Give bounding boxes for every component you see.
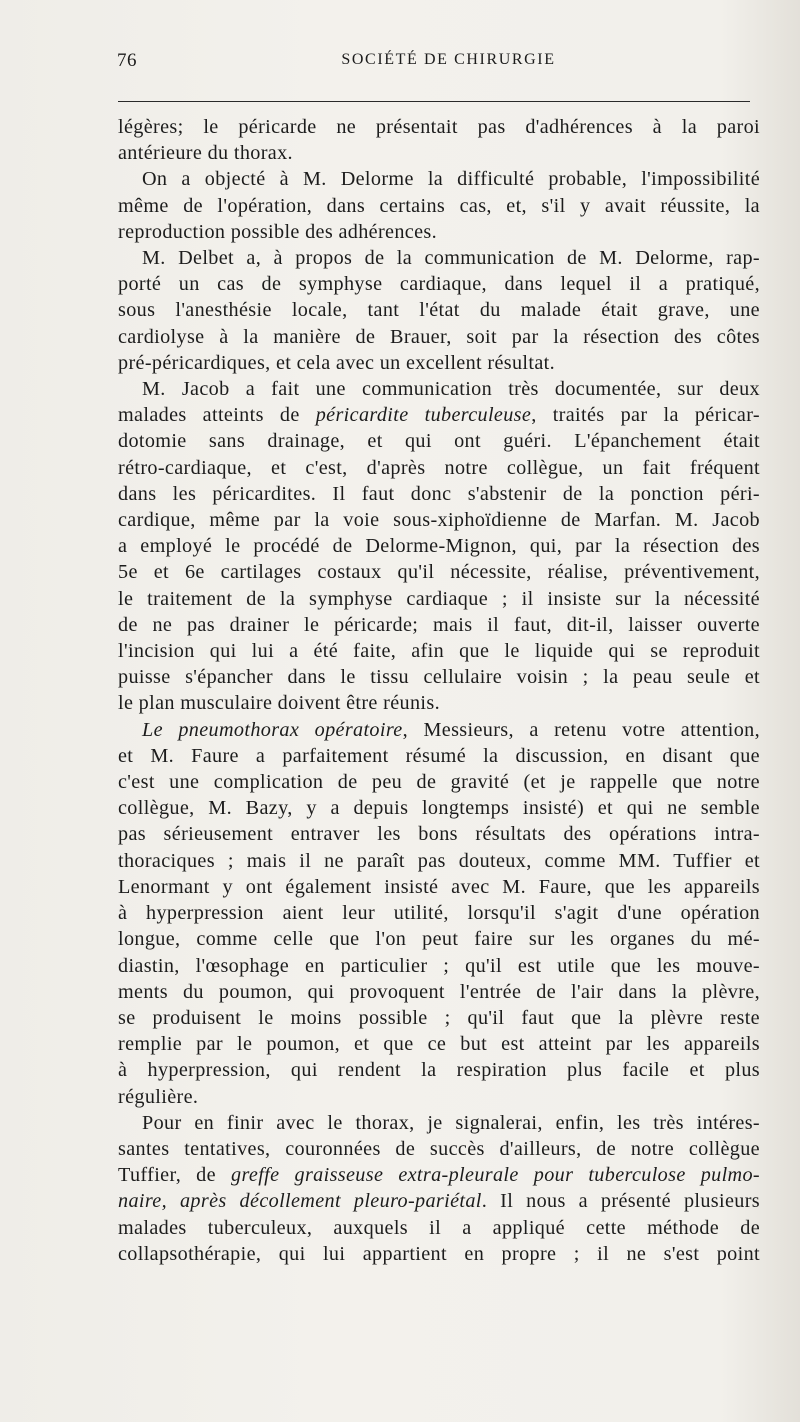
text-line-part: M. Delbet a, à propos de la communication de M. Delorme, rap-	[142, 247, 760, 270]
text-line-part: collapsothérapie, qui lui appartient en propre ; il ne s'est point	[118, 1242, 760, 1265]
text-line	[118, 1057, 760, 1083]
text-line	[118, 638, 760, 664]
text-line-part: à hyperpression, qui rendent la respiration plus facile et plus	[118, 1059, 760, 1082]
page-header	[117, 50, 760, 76]
text-line	[118, 795, 760, 821]
text-line-part: cardique, même par la voie sous-xiphoïdienne de Marfan. M. Jacob	[118, 509, 760, 532]
text-line	[118, 769, 760, 795]
text-line	[118, 245, 760, 271]
text-line-part: longue, comme celle que l'on peut faire sur les organes du mé-	[118, 928, 760, 951]
text-line-part: le traitement de la symphyse cardiaque ; il insiste sur la nécessité	[118, 587, 760, 610]
text-line	[118, 1031, 760, 1057]
text-line-part: Pour en finir avec le thorax, je signalerai, enfin, les très intéres-	[142, 1111, 760, 1134]
body-text	[118, 114, 760, 1267]
text-line	[118, 926, 760, 952]
text-line	[118, 821, 760, 847]
text-line	[118, 1005, 760, 1031]
text-line	[118, 717, 760, 743]
text-line	[118, 297, 760, 323]
text-line-part: collègue, M. Bazy, y a depuis longtemps insisté) et qui ne semble	[118, 797, 760, 820]
text-line	[118, 533, 760, 559]
text-line-part: porté un cas de symphyse cardiaque, dans lequel il a pratiqué,	[118, 273, 760, 296]
text-line-part: malades atteints de	[118, 404, 316, 427]
text-line	[118, 219, 760, 245]
text-line	[118, 140, 760, 166]
text-line-part: ments du poumon, qui provoquent l'entrée de l'air dans la plèvre,	[118, 980, 760, 1003]
text-line	[118, 1241, 760, 1267]
text-line	[118, 900, 760, 926]
text-line	[118, 664, 760, 690]
text-line	[118, 193, 760, 219]
text-line	[118, 455, 760, 481]
text-line	[118, 1136, 760, 1162]
text-line	[118, 350, 760, 376]
italic-text: greffe graisseuse extra-pleurale pour tuberculose pulmo-	[231, 1164, 760, 1187]
text-line	[118, 690, 760, 716]
italic-text: Le pneumothorax opératoire	[142, 718, 403, 741]
text-line-part: à hyperpression aient leur utilité, lorsqu'il s'agit d'une opération	[118, 902, 760, 925]
text-line-part: malades tuberculeux, auxquels il a appliqué cette méthode de	[118, 1216, 760, 1239]
italic-text: naire, après décollement pleuro-pariétal	[118, 1190, 482, 1213]
text-line-part: . Il nous a présenté plusieurs	[481, 1190, 760, 1213]
text-line	[118, 376, 760, 402]
text-line	[118, 1188, 760, 1214]
text-line-part: a employé le procédé de Delorme-Mignon, qui, par la résection des	[118, 535, 760, 558]
text-line	[118, 1084, 760, 1110]
text-line-part: sous l'anesthésie locale, tant l'état du malade était grave, une	[118, 299, 760, 322]
text-line-part: c'est une complication de peu de gravité (et je rappelle que notre	[118, 771, 760, 794]
text-line-part: de ne pas drainer le péricarde; mais il faut, dit-il, laisser ouverte	[118, 613, 760, 636]
text-line-part: M. Jacob a fait une communication très documentée, sur deux	[142, 378, 760, 401]
header-rule	[118, 101, 750, 102]
text-line-part: même de l'opération, dans certains cas, et, s'il y avait réussite, la	[118, 194, 760, 217]
text-line	[118, 559, 760, 585]
italic-text: péricardite tuberculeuse	[315, 404, 532, 427]
text-line-part: thoraciques ; mais il ne paraît pas douteux, comme MM. Tuffier et	[118, 849, 760, 872]
text-line	[118, 507, 760, 533]
text-line-part: Tuffier, de	[118, 1164, 232, 1187]
text-line-part: l'incision qui lui a été faite, afin que le liquide qui se reproduit	[118, 640, 760, 663]
text-line	[118, 428, 760, 454]
text-line	[118, 848, 760, 874]
text-line-part: pré-péricardiques, et cela avec un excellent résultat.	[118, 351, 556, 374]
text-line-part: rétro-cardiaque, et c'est, d'après notre collègue, un fait fréquent	[118, 456, 760, 479]
text-line-part: , traités par la péricar-	[531, 404, 760, 427]
text-line-part: 5e et 6e cartilages costaux qu'il nécessite, réalise, préventivement,	[118, 561, 760, 584]
text-line-part: légères; le péricarde ne présentait pas d'adhérences à la paroi	[118, 116, 760, 138]
text-line-part: pas sérieusement entraver les bons résultats des opérations intra-	[118, 823, 760, 846]
text-line-part: diastin, l'œsophage en particulier ; qu'il est utile que les mouve-	[118, 954, 760, 977]
text-line	[118, 271, 760, 297]
text-line	[118, 114, 760, 140]
text-line	[118, 979, 760, 1005]
text-line	[118, 612, 760, 638]
text-line	[118, 953, 760, 979]
page-number: 76	[117, 50, 137, 71]
text-line-part: santes tentatives, couronnées de succès d'ailleurs, de notre collègue	[118, 1137, 760, 1160]
text-line	[118, 166, 760, 192]
text-line-part: On a objecté à M. Delorme la difficulté probable, l'impossibilité	[142, 168, 760, 191]
text-line	[118, 743, 760, 769]
text-line	[118, 874, 760, 900]
text-line-part: et M. Faure a parfaitement résumé la discussion, en disant que	[118, 744, 760, 767]
text-line-part: cardiolyse à la manière de Brauer, soit par la résection des côtes	[118, 325, 760, 348]
text-line-part: dans les péricardites. Il faut donc s'abstenir de la ponction péri-	[118, 482, 760, 505]
text-line	[118, 1110, 760, 1136]
running-head: SOCIÉTÉ DE CHIRURGIE	[341, 51, 556, 68]
text-line	[118, 481, 760, 507]
text-line	[118, 1162, 760, 1188]
text-line-part: antérieure du thorax.	[118, 142, 293, 165]
text-line-part: puisse s'épancher dans le tissu cellulaire voisin ; la peau seule et	[118, 666, 760, 689]
text-line-part: , Messieurs, a retenu votre attention,	[402, 718, 760, 741]
text-line	[118, 1215, 760, 1241]
text-line	[118, 586, 760, 612]
text-line-part: dotomie sans drainage, et qui ont guéri. L'épanchement était	[118, 430, 760, 453]
text-line-part: régulière.	[118, 1085, 199, 1108]
text-line-part: remplie par le poumon, et que ce but est atteint par les appareils	[118, 1033, 760, 1056]
text-line	[118, 402, 760, 428]
text-line-part: le plan musculaire doivent être réunis.	[118, 692, 440, 715]
text-line	[118, 324, 760, 350]
text-line-part: Lenormant y ont également insisté avec M. Faure, que les appareils	[118, 875, 760, 898]
text-line-part: reproduction possible des adhérences.	[118, 220, 438, 243]
text-line-part: se produisent le moins possible ; qu'il faut que la plèvre reste	[118, 1006, 760, 1029]
